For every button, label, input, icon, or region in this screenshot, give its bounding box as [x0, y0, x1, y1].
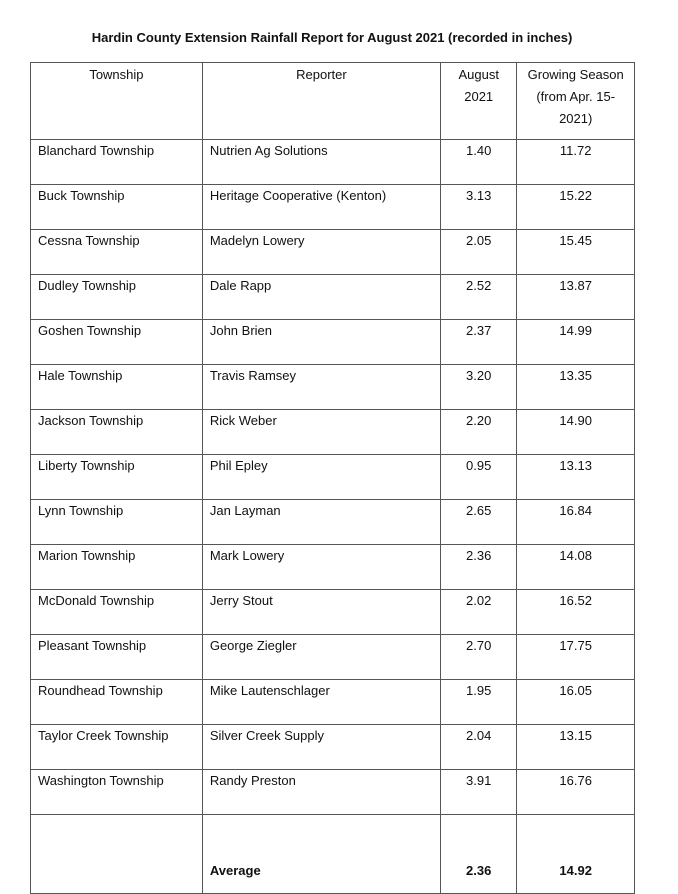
township-cell: Buck Township: [31, 185, 203, 230]
report-title: Hardin County Extension Rainfall Report for August 2021 (recorded in inches): [91, 30, 573, 45]
table-row: [31, 140, 635, 185]
table-row: [31, 230, 635, 275]
township-cell: Roundhead Township: [31, 680, 203, 725]
township-cell: Liberty Township: [31, 455, 203, 500]
august-rainfall-cell: 2.05: [441, 230, 517, 275]
august-rainfall-cell: 2.20: [441, 410, 517, 455]
average-label: Average: [202, 815, 440, 894]
average-season-value: 14.92: [517, 815, 635, 894]
header-season-line: Growing Season: [527, 67, 624, 82]
august-rainfall-cell: 2.36: [441, 545, 517, 590]
township-cell: Taylor Creek Township: [31, 725, 203, 770]
august-rainfall-cell: 1.95: [441, 680, 517, 725]
header-township: Township: [31, 63, 203, 140]
season-rainfall-cell: 13.13: [517, 455, 635, 500]
table-row: [31, 365, 635, 410]
season-rainfall-cell: 16.76: [517, 770, 635, 815]
header-august-line: 2021: [464, 89, 494, 104]
township-cell: Goshen Township: [31, 320, 203, 365]
reporter-cell: Phil Epley: [202, 455, 440, 500]
season-rainfall-cell: 13.87: [517, 275, 635, 320]
august-rainfall-cell: 2.37: [441, 320, 517, 365]
township-cell: McDonald Township: [31, 590, 203, 635]
average-row: [31, 815, 635, 894]
rainfall-table: [30, 62, 635, 894]
reporter-cell: Jan Layman: [202, 500, 440, 545]
table-row: [31, 545, 635, 590]
table-row: [31, 275, 635, 320]
august-rainfall-cell: 2.52: [441, 275, 517, 320]
reporter-cell: Dale Rapp: [202, 275, 440, 320]
township-cell: Washington Township: [31, 770, 203, 815]
season-rainfall-cell: 13.15: [517, 725, 635, 770]
season-rainfall-cell: 16.05: [517, 680, 635, 725]
season-rainfall-cell: 16.84: [517, 500, 635, 545]
header-august: [441, 63, 517, 140]
township-cell: Jackson Township: [31, 410, 203, 455]
township-cell: Marion Township: [31, 545, 203, 590]
reporter-cell: George Ziegler: [202, 635, 440, 680]
header-season-line: (from Apr. 15-: [536, 89, 616, 104]
township-cell: Blanchard Township: [31, 140, 203, 185]
season-rainfall-cell: 14.99: [517, 320, 635, 365]
august-rainfall-cell: 3.20: [441, 365, 517, 410]
season-rainfall-cell: 16.52: [517, 590, 635, 635]
table-row: [31, 680, 635, 725]
township-cell: Lynn Township: [31, 500, 203, 545]
table-row: [31, 320, 635, 365]
season-rainfall-cell: 15.45: [517, 230, 635, 275]
reporter-cell: Travis Ramsey: [202, 365, 440, 410]
header-season-line: 2021): [559, 111, 593, 126]
august-rainfall-cell: 2.04: [441, 725, 517, 770]
august-rainfall-cell: 1.40: [441, 140, 517, 185]
august-rainfall-cell: 2.02: [441, 590, 517, 635]
reporter-cell: Heritage Cooperative (Kenton): [202, 185, 440, 230]
reporter-cell: Mark Lowery: [202, 545, 440, 590]
reporter-cell: Randy Preston: [202, 770, 440, 815]
season-rainfall-cell: 17.75: [517, 635, 635, 680]
township-cell: Cessna Township: [31, 230, 203, 275]
header-growing-season: [517, 63, 635, 140]
table-row: [31, 455, 635, 500]
reporter-cell: Madelyn Lowery: [202, 230, 440, 275]
header-august-line: August: [458, 67, 499, 82]
season-rainfall-cell: 13.35: [517, 365, 635, 410]
august-rainfall-cell: 2.70: [441, 635, 517, 680]
average-township-cell: [31, 815, 203, 894]
august-rainfall-cell: 0.95: [441, 455, 517, 500]
reporter-cell: Mike Lautenschlager: [202, 680, 440, 725]
reporter-cell: John Brien: [202, 320, 440, 365]
table-row: [31, 410, 635, 455]
table-row: [31, 635, 635, 680]
table-row: [31, 590, 635, 635]
season-rainfall-cell: 15.22: [517, 185, 635, 230]
august-rainfall-cell: 2.65: [441, 500, 517, 545]
table-header-row: [31, 63, 635, 140]
township-cell: Hale Township: [31, 365, 203, 410]
season-rainfall-cell: 14.08: [517, 545, 635, 590]
township-cell: Pleasant Township: [31, 635, 203, 680]
average-august-value: 2.36: [441, 815, 517, 894]
table-row: [31, 725, 635, 770]
august-rainfall-cell: 3.91: [441, 770, 517, 815]
reporter-cell: Silver Creek Supply: [202, 725, 440, 770]
season-rainfall-cell: 14.90: [517, 410, 635, 455]
table-row: [31, 500, 635, 545]
township-cell: Dudley Township: [31, 275, 203, 320]
august-rainfall-cell: 3.13: [441, 185, 517, 230]
reporter-cell: Nutrien Ag Solutions: [202, 140, 440, 185]
reporter-cell: Rick Weber: [202, 410, 440, 455]
table-row: [31, 770, 635, 815]
reporter-cell: Jerry Stout: [202, 590, 440, 635]
season-rainfall-cell: 11.72: [517, 140, 635, 185]
table-row: [31, 185, 635, 230]
header-reporter: Reporter: [202, 63, 440, 140]
